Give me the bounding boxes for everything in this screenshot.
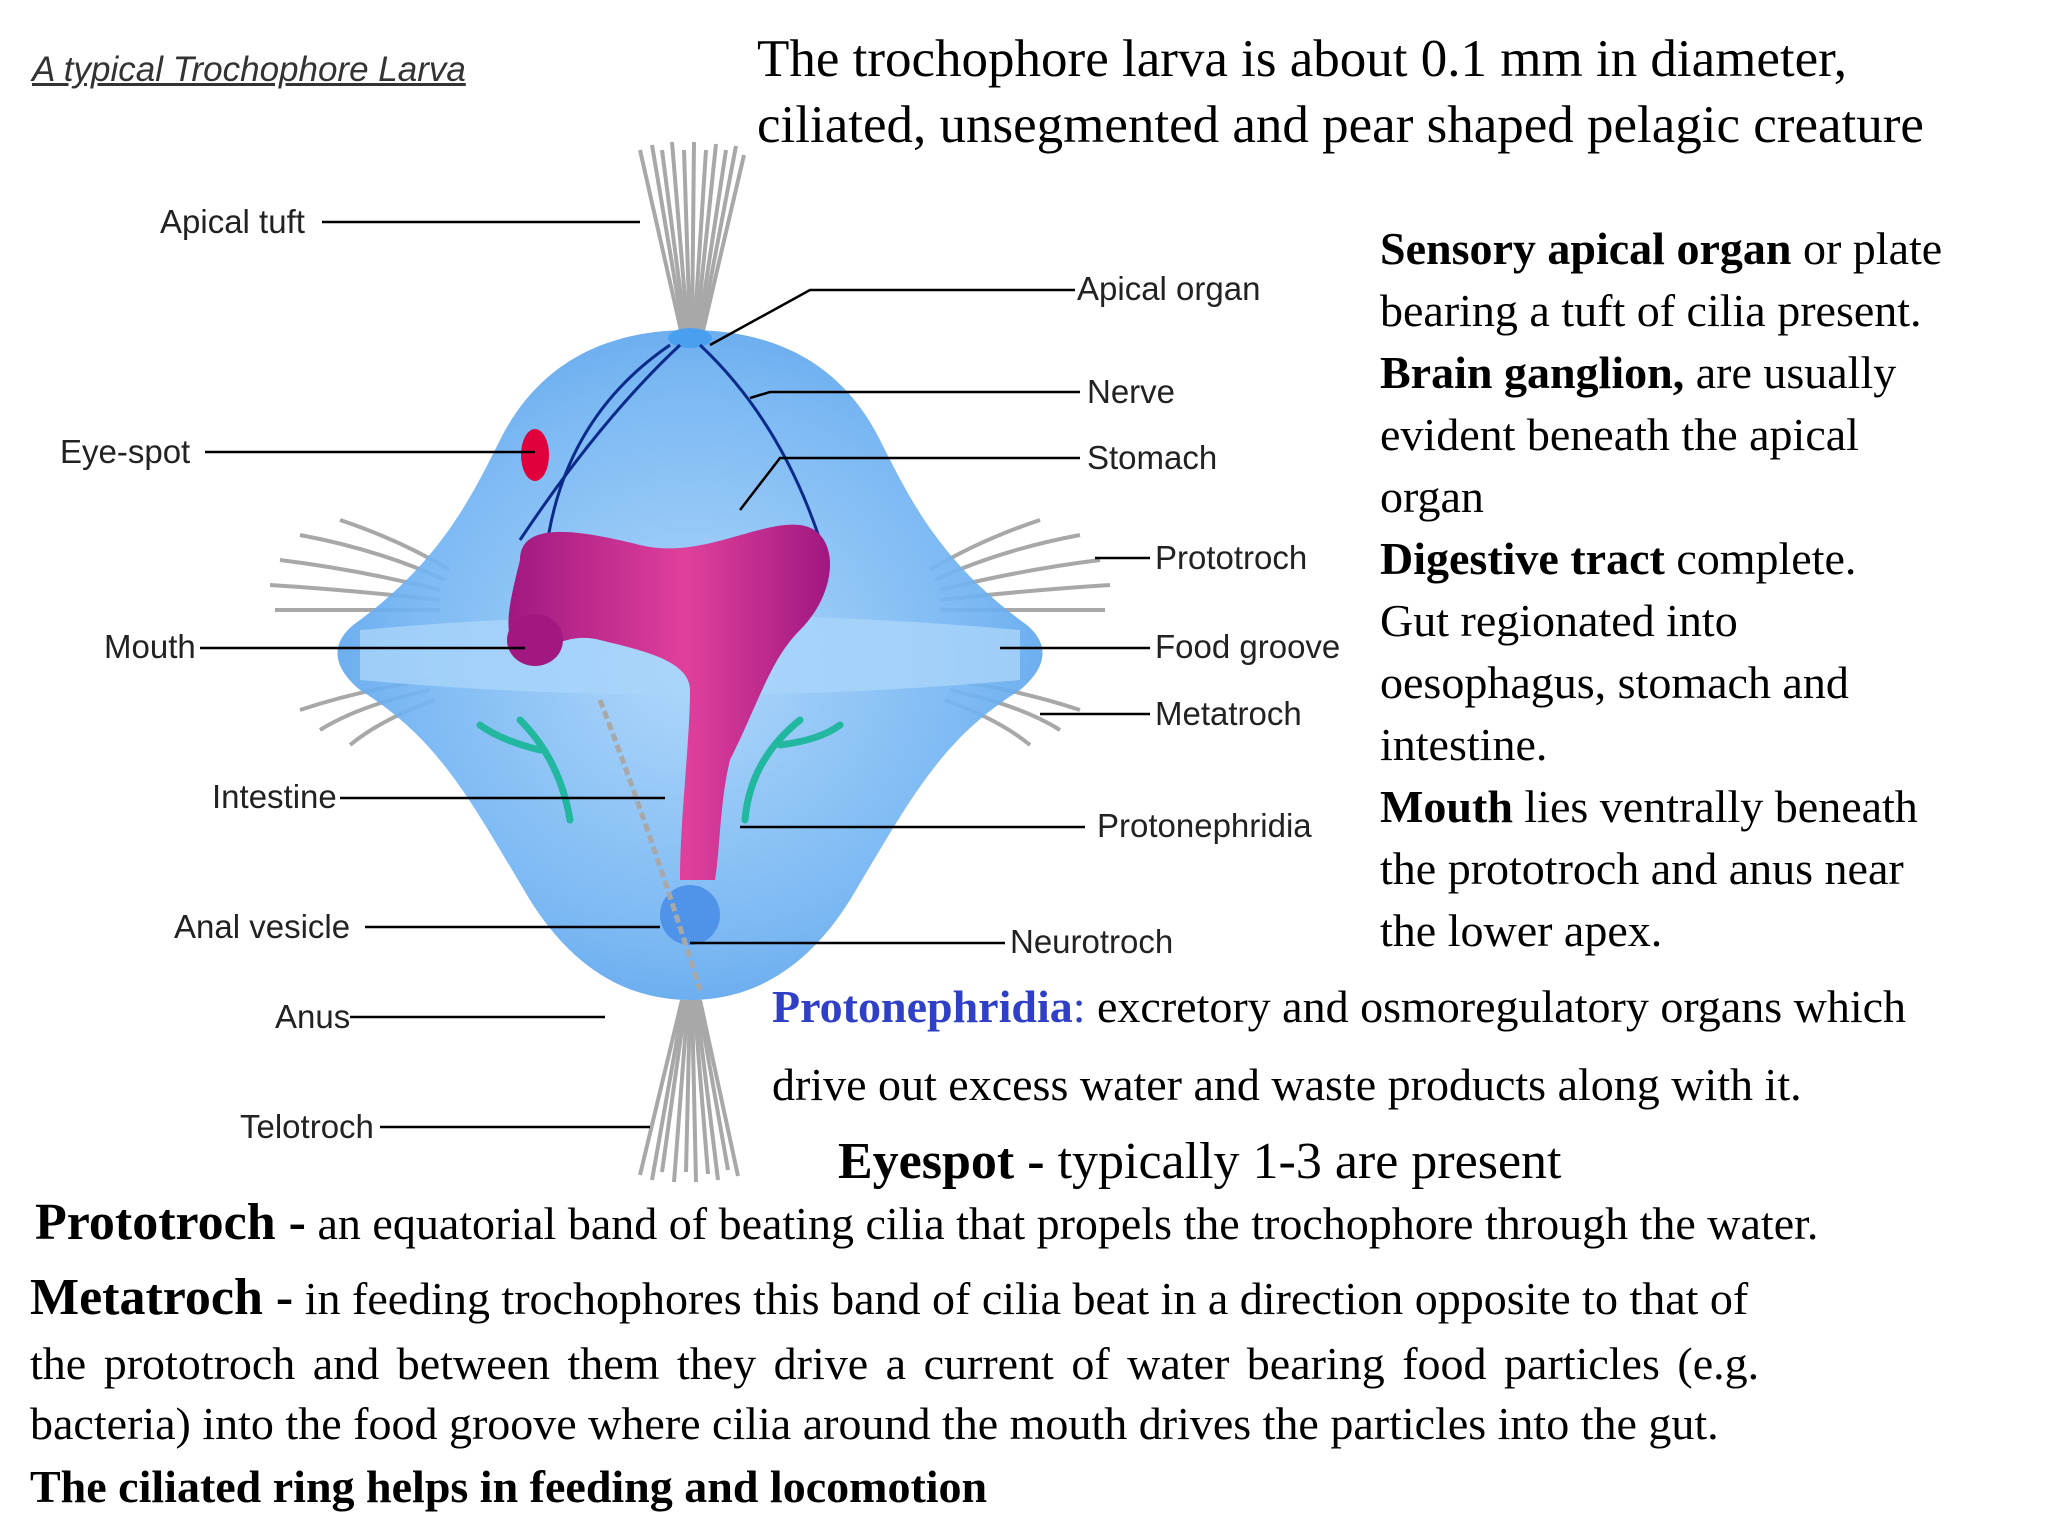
right-line-2: bearing a tuft of cilia present. [1380, 285, 1922, 336]
label-stomach: Stomach [1087, 439, 1218, 476]
term-mouth: Mouth [1380, 781, 1513, 832]
right-line-3 [1380, 342, 1942, 404]
term-prototroch: Prototroch - [35, 1194, 306, 1251]
right-line-12: the lower apex. [1380, 905, 1663, 956]
metatroch-note-rest: in feeding trochophores this band of cilia beat in a direction opposite to that of [293, 1273, 1749, 1324]
right-text-block [1380, 218, 1942, 962]
protonephridia-note-rest: excretory and osmoregulatory organs which [1085, 981, 1907, 1032]
intro-line-2: ciliated, unsegmented and pear shaped pelagic creature [757, 96, 1924, 154]
right-line-4: evident beneath the apical [1380, 409, 1859, 460]
eye-spot [521, 429, 549, 481]
prototroch-note [35, 1193, 1818, 1252]
diagram-title: A typical Trochophore Larva [32, 50, 466, 89]
label-neurotroch: Neurotroch [1010, 923, 1174, 960]
apical-organ [668, 328, 712, 348]
term-sensory-apical-organ: Sensory apical organ [1380, 223, 1792, 274]
apical-tuft [640, 142, 744, 335]
metatroch-note-line-1 [30, 1268, 1748, 1327]
prototroch-note-rest: an equatorial band of beating cilia that propels the trochophore through the water. [306, 1198, 1819, 1249]
term-metatroch: Metatroch - [30, 1269, 294, 1326]
label-protonephridia: Protonephridia [1097, 807, 1312, 844]
right-line-9: intestine. [1380, 719, 1548, 770]
mouth-opening [507, 614, 563, 666]
protonephridia-note-line-2: drive out excess water and waste products along with it. [772, 1059, 1802, 1110]
right-line-8: oesophagus, stomach and [1380, 657, 1849, 708]
protonephridia-colon: : [1072, 981, 1086, 1032]
conclusion: The ciliated ring helps in feeding and locomotion [30, 1461, 988, 1512]
right-line-6-rest: complete. [1664, 533, 1857, 584]
right-line-6 [1380, 528, 1942, 590]
label-apical-tuft: Apical tuft [160, 203, 305, 240]
metatroch-note-line-3: bacteria) into the food groove where cilia around the mouth drives the particles into the gut. [30, 1398, 1719, 1449]
telotroch-cilia [640, 1000, 738, 1182]
right-line-1-rest: or plate [1791, 223, 1943, 274]
term-brain-ganglion: Brain ganglion, [1380, 347, 1685, 398]
right-line-11: the prototroch and anus near [1380, 843, 1904, 894]
eyespot-note [838, 1132, 1561, 1191]
label-eye-spot: Eye-spot [60, 433, 191, 470]
right-line-10-rest: lies ventrally beneath [1512, 781, 1918, 832]
label-metatroch: Metatroch [1155, 695, 1302, 732]
intro-line-1: The trochophore larva is about 0.1 mm in diameter, [757, 30, 1847, 88]
metatroch-note-line-2: the prototroch and between them they drive a current of water bearing food particles (e.g. [30, 1338, 1760, 1389]
label-nerve: Nerve [1087, 373, 1176, 410]
label-prototroch: Prototroch [1155, 539, 1308, 576]
right-line-1 [1380, 218, 1942, 280]
eyespot-note-rest: typically 1-3 are present [1044, 1133, 1562, 1190]
label-anal-vesicle: Anal vesicle [174, 908, 351, 945]
right-line-3-rest: are usually [1684, 347, 1897, 398]
label-mouth: Mouth [104, 628, 196, 665]
right-line-7: Gut regionated into [1380, 595, 1738, 646]
label-food-groove: Food groove [1155, 628, 1341, 665]
right-line-10 [1380, 776, 1942, 838]
term-protonephridia: Protonephridia [772, 981, 1073, 1032]
term-eyespot: Eyespot - [838, 1133, 1045, 1190]
label-anus: Anus [275, 998, 351, 1035]
right-line-5: organ [1380, 471, 1484, 522]
label-telotroch: Telotroch [240, 1108, 374, 1145]
protonephridia-note-line-1 [772, 980, 1906, 1033]
term-digestive-tract: Digestive tract [1380, 533, 1665, 584]
label-apical-organ: Apical organ [1077, 270, 1261, 307]
label-intestine: Intestine [212, 778, 337, 815]
